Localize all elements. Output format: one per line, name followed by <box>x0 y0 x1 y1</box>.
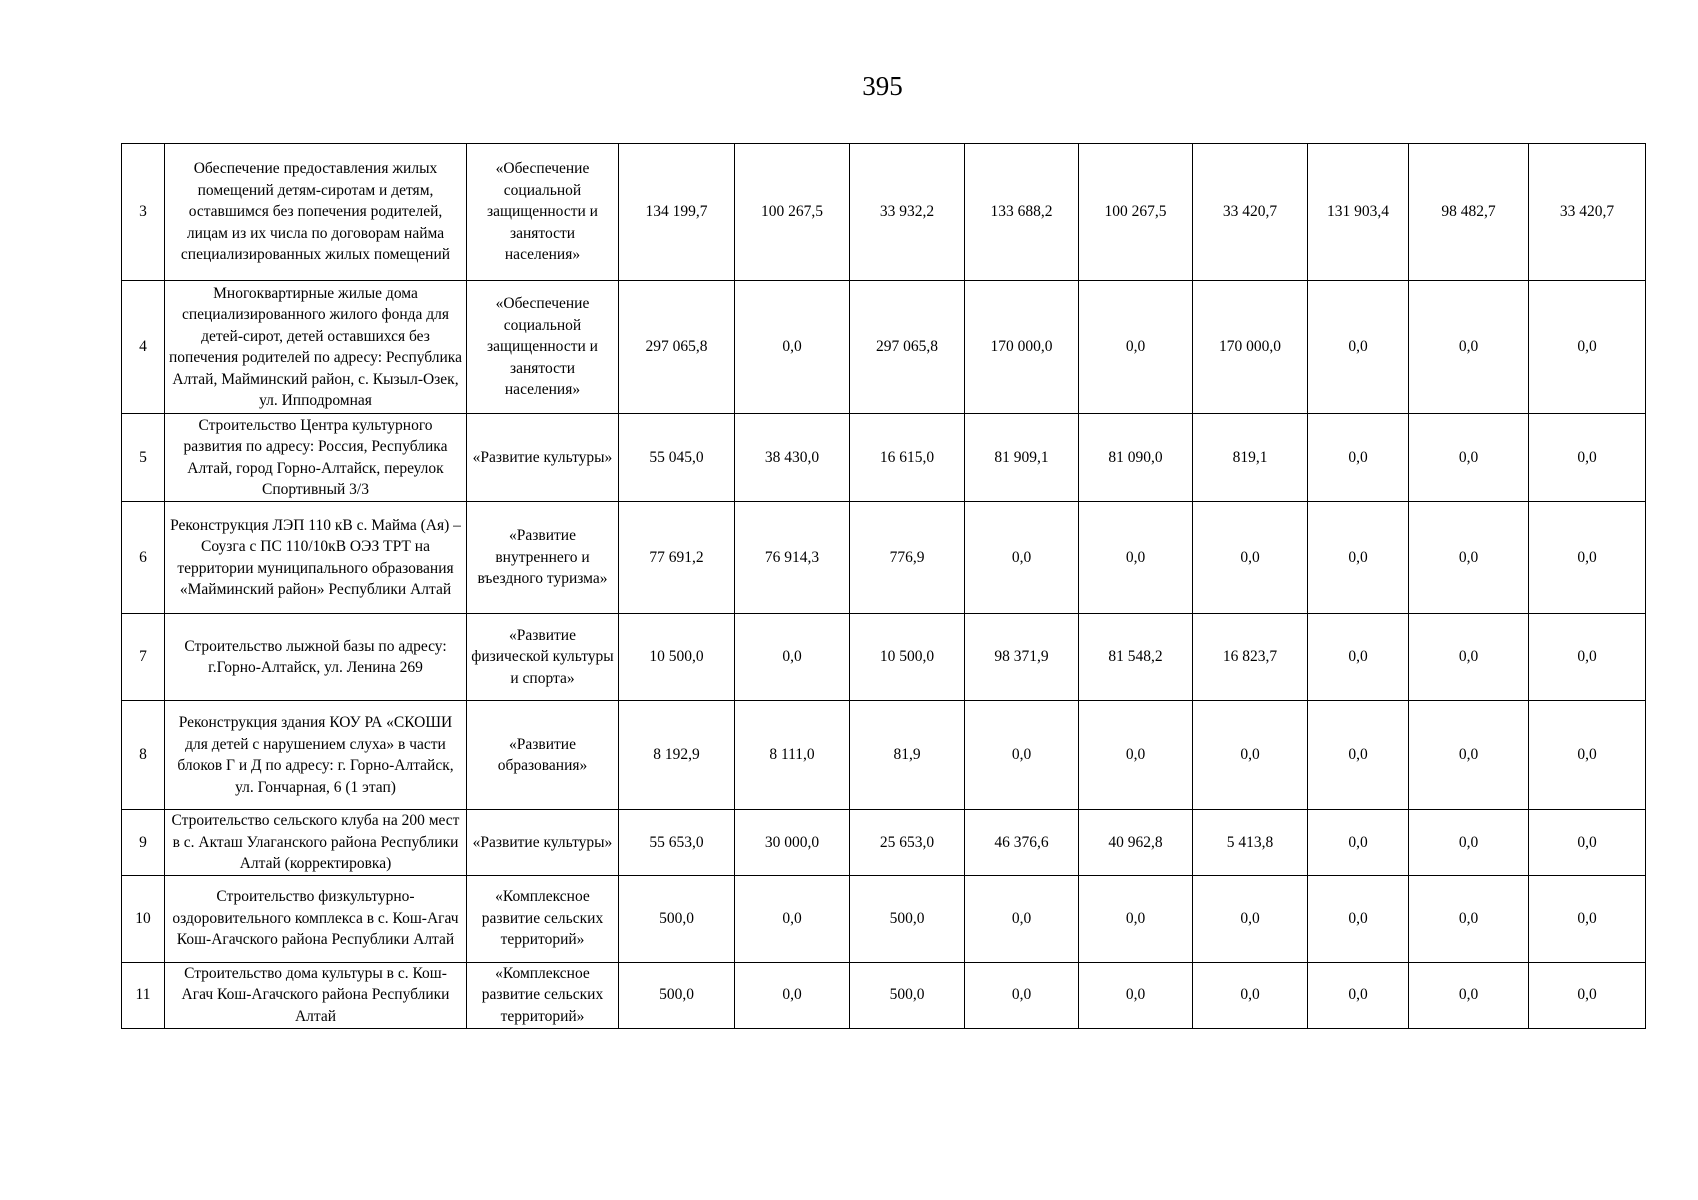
amount-cell: 0,0 <box>1308 810 1409 876</box>
table-row <box>122 414 1646 502</box>
object-name-cell: Реконструкция ЛЭП 110 кВ с. Майма (Ая) – Соузга с ПС 110/10кВ ОЭЗ ТРТ на территории муниципального образования «Майминский район» Республики Алтай <box>165 502 467 614</box>
amount-cell: 0,0 <box>965 701 1079 810</box>
amount-cell: 0,0 <box>1079 281 1193 414</box>
amount-cell: 0,0 <box>1409 701 1529 810</box>
amount-cell: 500,0 <box>619 875 735 962</box>
amount-cell: 0,0 <box>1409 502 1529 614</box>
amount-cell: 55 653,0 <box>619 810 735 876</box>
amount-cell: 0,0 <box>735 875 850 962</box>
row-number-cell: 10 <box>122 875 165 962</box>
program-cell: «Развитие культуры» <box>467 414 619 502</box>
amount-cell: 16 823,7 <box>1193 614 1308 701</box>
amount-cell: 500,0 <box>850 962 965 1028</box>
amount-cell: 81 548,2 <box>1079 614 1193 701</box>
amount-cell: 0,0 <box>965 962 1079 1028</box>
row-number-cell: 6 <box>122 502 165 614</box>
amount-cell: 0,0 <box>1193 502 1308 614</box>
table-row <box>122 875 1646 962</box>
amount-cell: 100 267,5 <box>1079 144 1193 281</box>
amount-cell: 500,0 <box>850 875 965 962</box>
amount-cell: 0,0 <box>1308 701 1409 810</box>
program-cell: «Развитие внутреннего и въездного туризма» <box>467 502 619 614</box>
amount-cell: 76 914,3 <box>735 502 850 614</box>
amount-cell: 819,1 <box>1193 414 1308 502</box>
amount-cell: 25 653,0 <box>850 810 965 876</box>
table-row <box>122 962 1646 1028</box>
amount-cell: 30 000,0 <box>735 810 850 876</box>
amount-cell: 0,0 <box>1079 502 1193 614</box>
amount-cell: 0,0 <box>1308 614 1409 701</box>
row-number-cell: 11 <box>122 962 165 1028</box>
amount-cell: 0,0 <box>1529 281 1646 414</box>
amount-cell: 297 065,8 <box>619 281 735 414</box>
amount-cell: 0,0 <box>1529 810 1646 876</box>
amount-cell: 33 932,2 <box>850 144 965 281</box>
object-name-cell: Многоквартирные жилые дома специализированного жилого фонда для детей-сирот, детей оставшихся без попечения родителей по адресу: Республика Алтай, Майминский район, с. Кызыл-Озек, ул. Ипподромная <box>165 281 467 414</box>
row-number-cell: 4 <box>122 281 165 414</box>
amount-cell: 0,0 <box>1409 614 1529 701</box>
amount-cell: 0,0 <box>1409 875 1529 962</box>
amount-cell: 0,0 <box>1529 962 1646 1028</box>
object-name-cell: Строительство лыжной базы по адресу: г.Горно-Алтайск, ул. Ленина 269 <box>165 614 467 701</box>
amount-cell: 0,0 <box>965 502 1079 614</box>
table-row <box>122 614 1646 701</box>
amount-cell: 0,0 <box>1529 414 1646 502</box>
investment-objects-table <box>121 143 1646 1029</box>
amount-cell: 0,0 <box>1308 875 1409 962</box>
amount-cell: 0,0 <box>735 962 850 1028</box>
amount-cell: 10 500,0 <box>619 614 735 701</box>
amount-cell: 0,0 <box>1308 502 1409 614</box>
amount-cell: 10 500,0 <box>850 614 965 701</box>
amount-cell: 0,0 <box>1409 281 1529 414</box>
amount-cell: 297 065,8 <box>850 281 965 414</box>
table-row <box>122 144 1646 281</box>
page-number: 395 <box>862 71 903 101</box>
amount-cell: 98 482,7 <box>1409 144 1529 281</box>
row-number-cell: 3 <box>122 144 165 281</box>
program-cell: «Обеспечение социальной защищенности и занятости населения» <box>467 281 619 414</box>
amount-cell: 40 962,8 <box>1079 810 1193 876</box>
object-name-cell: Обеспечение предоставления жилых помещений детям-сиротам и детям, оставшимся без попечения родителей, лицам из их числа по договорам найма специализированных жилых помещений <box>165 144 467 281</box>
amount-cell: 77 691,2 <box>619 502 735 614</box>
amount-cell: 500,0 <box>619 962 735 1028</box>
program-cell: «Развитие образования» <box>467 701 619 810</box>
row-number-cell: 8 <box>122 701 165 810</box>
row-number-cell: 5 <box>122 414 165 502</box>
amount-cell: 0,0 <box>1079 962 1193 1028</box>
row-number-cell: 9 <box>122 810 165 876</box>
amount-cell: 0,0 <box>1409 810 1529 876</box>
amount-cell: 46 376,6 <box>965 810 1079 876</box>
amount-cell: 0,0 <box>1193 701 1308 810</box>
amount-cell: 55 045,0 <box>619 414 735 502</box>
amount-cell: 38 430,0 <box>735 414 850 502</box>
amount-cell: 0,0 <box>735 614 850 701</box>
amount-cell: 0,0 <box>1529 875 1646 962</box>
amount-cell: 0,0 <box>735 281 850 414</box>
amount-cell: 170 000,0 <box>1193 281 1308 414</box>
amount-cell: 8 111,0 <box>735 701 850 810</box>
table-row <box>122 502 1646 614</box>
amount-cell: 81 090,0 <box>1079 414 1193 502</box>
object-name-cell: Строительство сельского клуба на 200 мест в с. Акташ Улаганского района Республики Алтай (корректировка) <box>165 810 467 876</box>
amount-cell: 0,0 <box>1529 701 1646 810</box>
program-cell: «Обеспечение социальной защищенности и занятости населения» <box>467 144 619 281</box>
amount-cell: 0,0 <box>965 875 1079 962</box>
table-row <box>122 281 1646 414</box>
object-name-cell: Строительство дома культуры в с. Кош-Агач Кош-Агачского района Республики Алтай <box>165 962 467 1028</box>
amount-cell: 170 000,0 <box>965 281 1079 414</box>
amount-cell: 134 199,7 <box>619 144 735 281</box>
amount-cell: 8 192,9 <box>619 701 735 810</box>
amount-cell: 33 420,7 <box>1529 144 1646 281</box>
amount-cell: 0,0 <box>1409 414 1529 502</box>
amount-cell: 0,0 <box>1409 962 1529 1028</box>
amount-cell: 0,0 <box>1529 614 1646 701</box>
amount-cell: 0,0 <box>1079 701 1193 810</box>
program-cell: «Комплексное развитие сельских территорий» <box>467 962 619 1028</box>
table-body <box>122 144 1646 1029</box>
amount-cell: 5 413,8 <box>1193 810 1308 876</box>
row-number-cell: 7 <box>122 614 165 701</box>
amount-cell: 81 909,1 <box>965 414 1079 502</box>
table-row <box>122 810 1646 876</box>
amount-cell: 0,0 <box>1529 502 1646 614</box>
program-cell: «Развитие культуры» <box>467 810 619 876</box>
object-name-cell: Строительство физкультурно-оздоровительного комплекса в с. Кош-Агач Кош-Агачского района Республики Алтай <box>165 875 467 962</box>
amount-cell: 16 615,0 <box>850 414 965 502</box>
amount-cell: 0,0 <box>1193 875 1308 962</box>
amount-cell: 0,0 <box>1308 962 1409 1028</box>
amount-cell: 98 371,9 <box>965 614 1079 701</box>
amount-cell: 131 903,4 <box>1308 144 1409 281</box>
amount-cell: 0,0 <box>1079 875 1193 962</box>
amount-cell: 100 267,5 <box>735 144 850 281</box>
program-cell: «Комплексное развитие сельских территорий» <box>467 875 619 962</box>
object-name-cell: Реконструкция здания КОУ РА «СКОШИ для детей с нарушением слуха» в части блоков Г и Д по адресу: г. Горно-Алтайск, ул. Гончарная, 6 (1 этап) <box>165 701 467 810</box>
amount-cell: 0,0 <box>1308 414 1409 502</box>
amount-cell: 81,9 <box>850 701 965 810</box>
amount-cell: 0,0 <box>1308 281 1409 414</box>
amount-cell: 133 688,2 <box>965 144 1079 281</box>
amount-cell: 776,9 <box>850 502 965 614</box>
amount-cell: 0,0 <box>1193 962 1308 1028</box>
table-row <box>122 701 1646 810</box>
program-cell: «Развитие физической культуры и спорта» <box>467 614 619 701</box>
amount-cell: 33 420,7 <box>1193 144 1308 281</box>
object-name-cell: Строительство Центра культурного развития по адресу: Россия, Республика Алтай, город Горно-Алтайск, переулок Спортивный 3/3 <box>165 414 467 502</box>
